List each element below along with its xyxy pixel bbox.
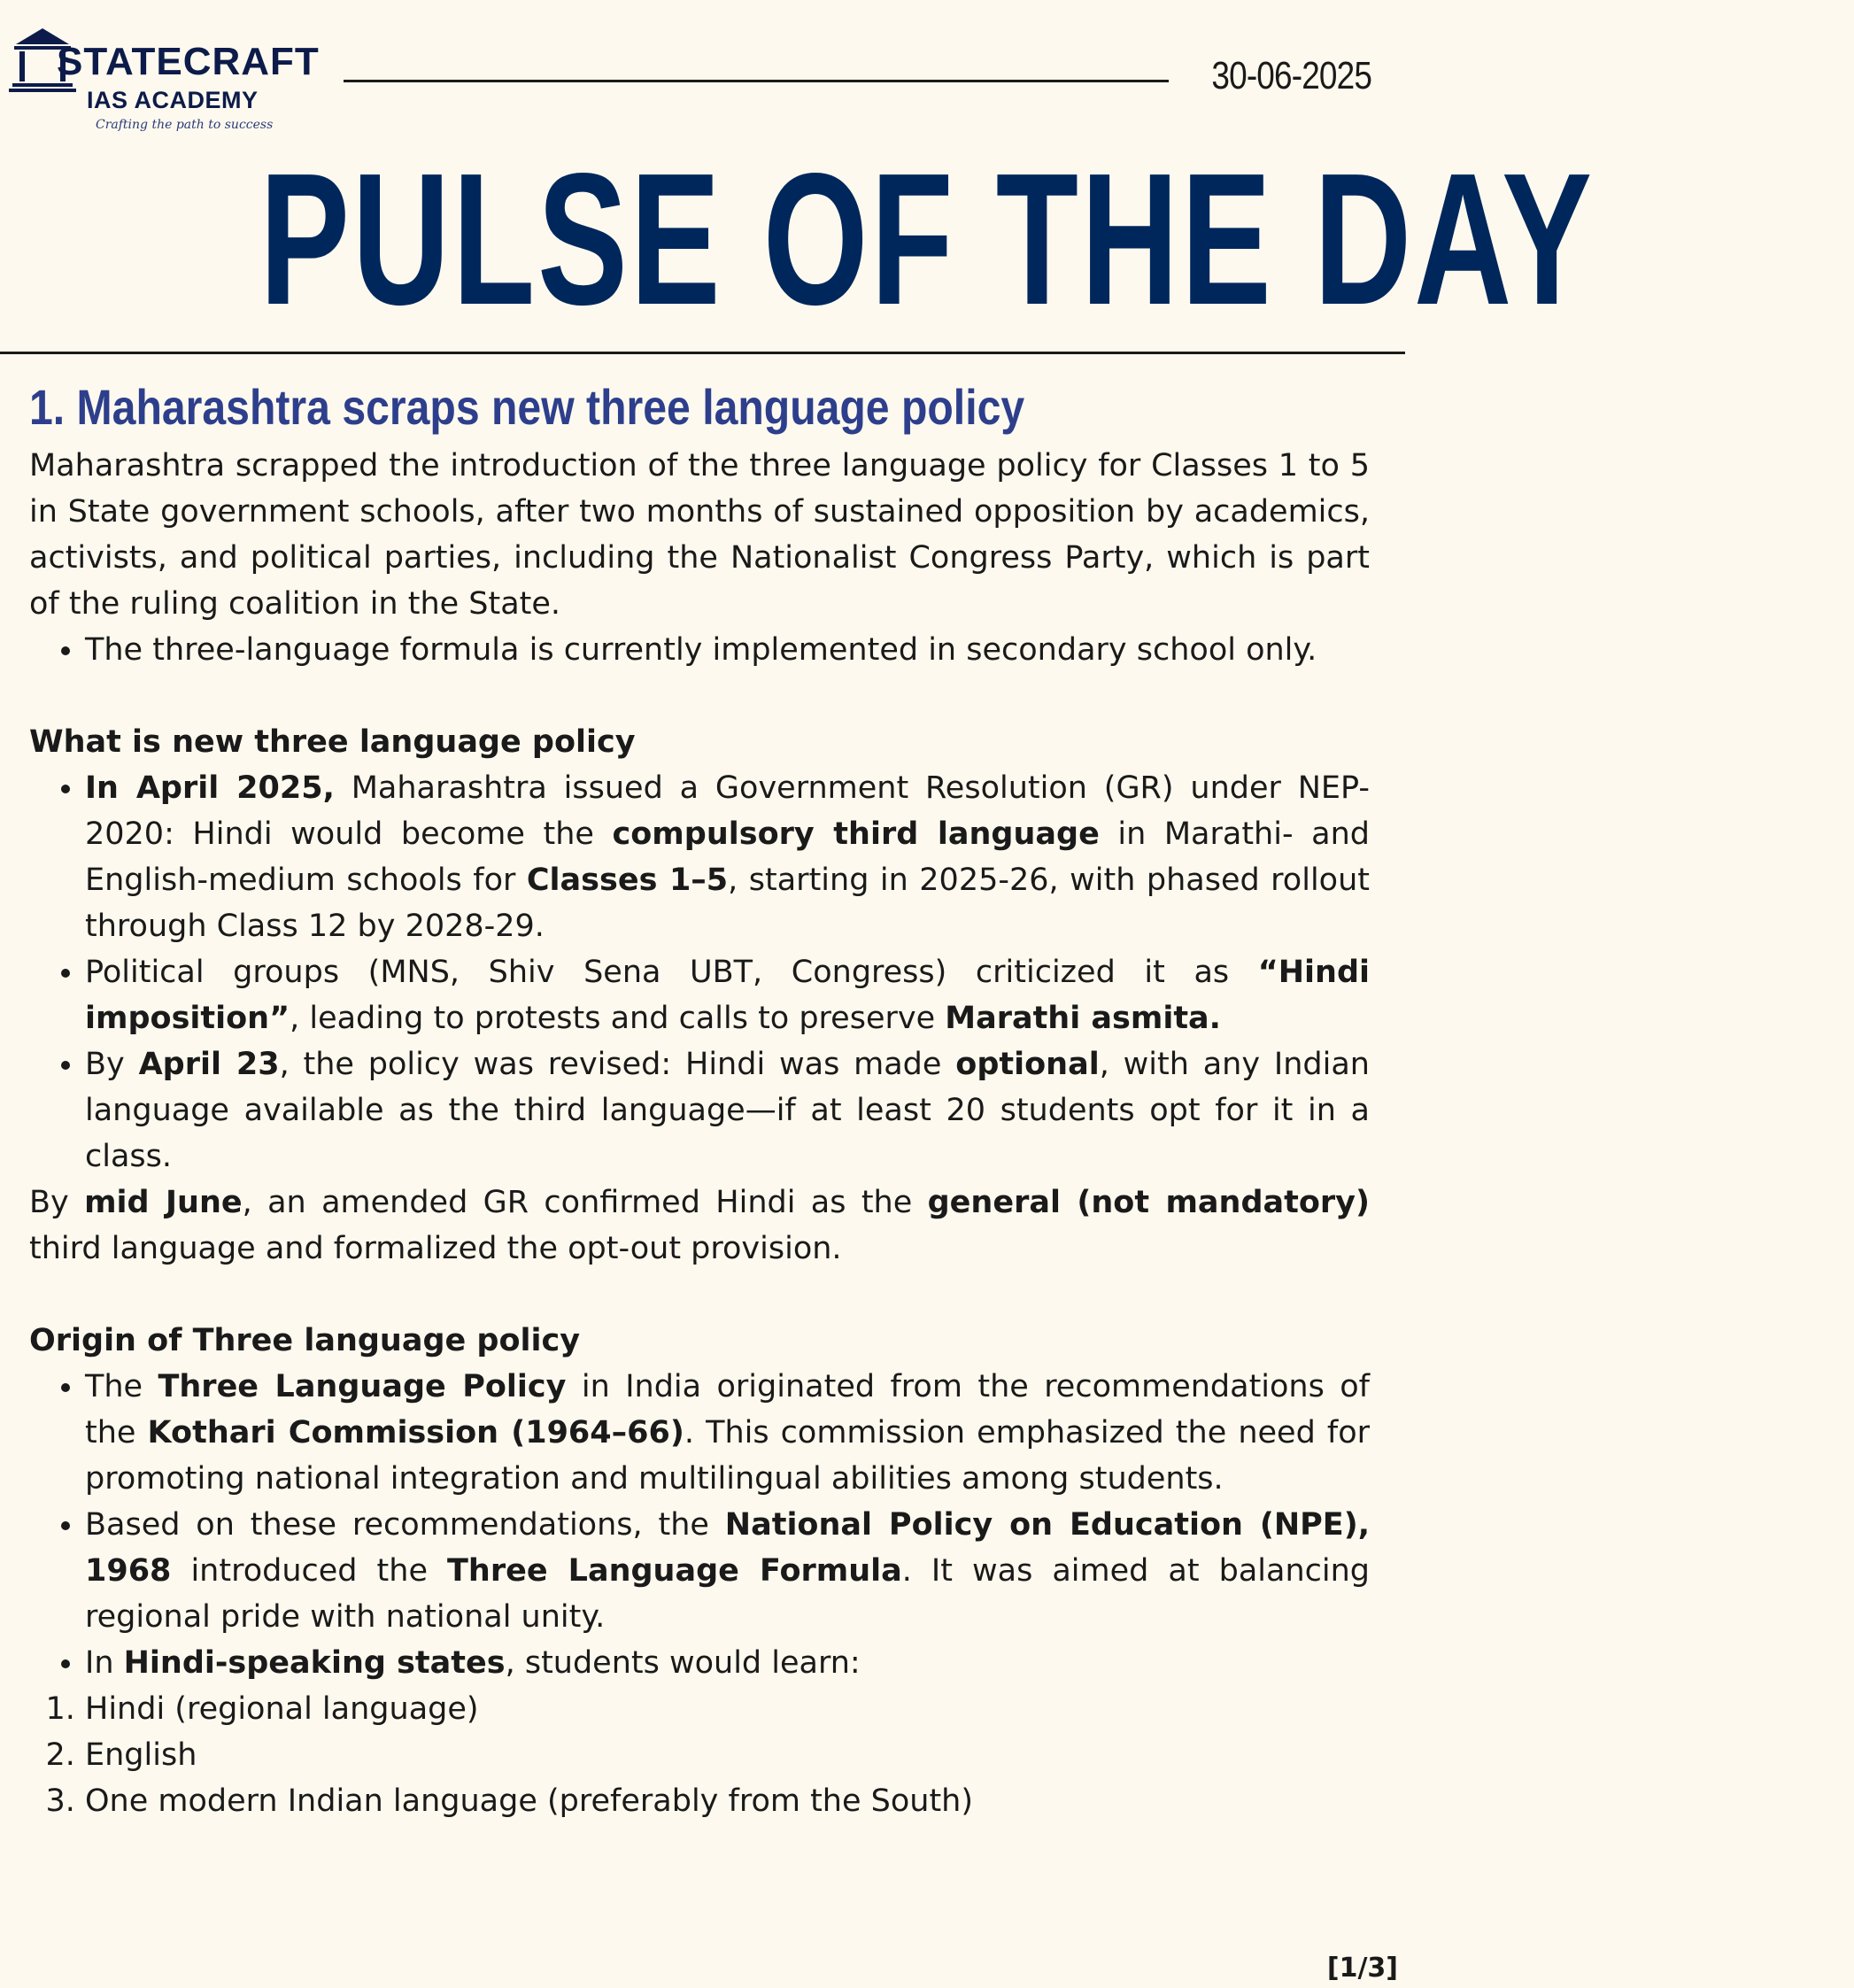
list-item: • By April 23, the policy was revised: Hindi was made optional, with any Indian language available as the third language—if at least 20 students opt for it in a class. (85, 1041, 1370, 1180)
new-policy-closing: By mid June, an amended GR confirmed Hindi as the general (not mandatory) third language and formalized the opt-out provision. (29, 1185, 1370, 1266)
brand-subtitle: IAS ACADEMY (87, 87, 259, 113)
brand-name: STATECRAFT (57, 40, 320, 83)
list-item: • In April 2025, Maharashtra issued a Government Resolution (GR) under NEP-2020: Hindi would become the compulsory third language in Marathi- and English-medium schools for Classes 1–5, starting in 2025-26, with phased rollout through Class 12 by 2028-29. (85, 765, 1370, 949)
list-item: • Based on these recommendations, the National Policy on Education (NPE), 1968 introduced the Three Language Formula. It was aimed at balancing regional pride with national unity. (85, 1502, 1370, 1640)
spacer (29, 673, 1370, 719)
page-number: [1/3] (1326, 1953, 1398, 1984)
header-rule (344, 80, 1169, 82)
article-intro: Maharashtra scrapped the introduction of the three language policy for Classes 1 to 5 in State government schools, after two months of sustained opposition by academics, activists, and political parties, including the Nationalist Congress Party, which is part of the ruling coalition in the State. (29, 448, 1370, 622)
intro-list (29, 627, 1370, 673)
article-title: 1. Maharashtra scraps new three language policy (29, 379, 1025, 435)
language-item: 1. Hindi (regional language) (85, 1686, 1370, 1732)
brand-tagline: Crafting the path to success (96, 118, 274, 132)
intro-bullet: • The three-language formula is currently implemented in secondary school only. (85, 627, 1370, 673)
page-header (0, 0, 1405, 142)
new-policy-heading: What is new three language policy (29, 724, 636, 760)
origin-list (29, 1364, 1370, 1686)
spacer (29, 1272, 1370, 1318)
list-item: • In Hindi-speaking states, students would learn: (85, 1640, 1370, 1686)
language-item: 2. English (85, 1732, 1370, 1778)
language-item: 3. One modern Indian language (preferably from the South) (85, 1778, 1370, 1824)
issue-date: 30-06-2025 (1211, 54, 1371, 97)
new-policy-list (29, 765, 1370, 1180)
masthead (0, 134, 1595, 344)
origin-heading: Origin of Three language policy (29, 1323, 581, 1358)
languages-list (29, 1686, 1370, 1824)
list-item: • The Three Language Policy in India originated from the recommendations of the Kothari Commission (1964–66). This commission emphasized the need for promoting national integration and multilingual abilities among students. (85, 1364, 1370, 1502)
brand-logo (7, 25, 344, 140)
masthead-title: PULSE OF THE DAY (259, 134, 1595, 344)
article (29, 372, 1370, 1824)
section-divider (0, 352, 1405, 354)
list-item: • Political groups (MNS, Shiv Sena UBT, Congress) criticized it as “Hindi imposition”, leading to protests and calls to preserve Marathi asmita. (85, 949, 1370, 1041)
